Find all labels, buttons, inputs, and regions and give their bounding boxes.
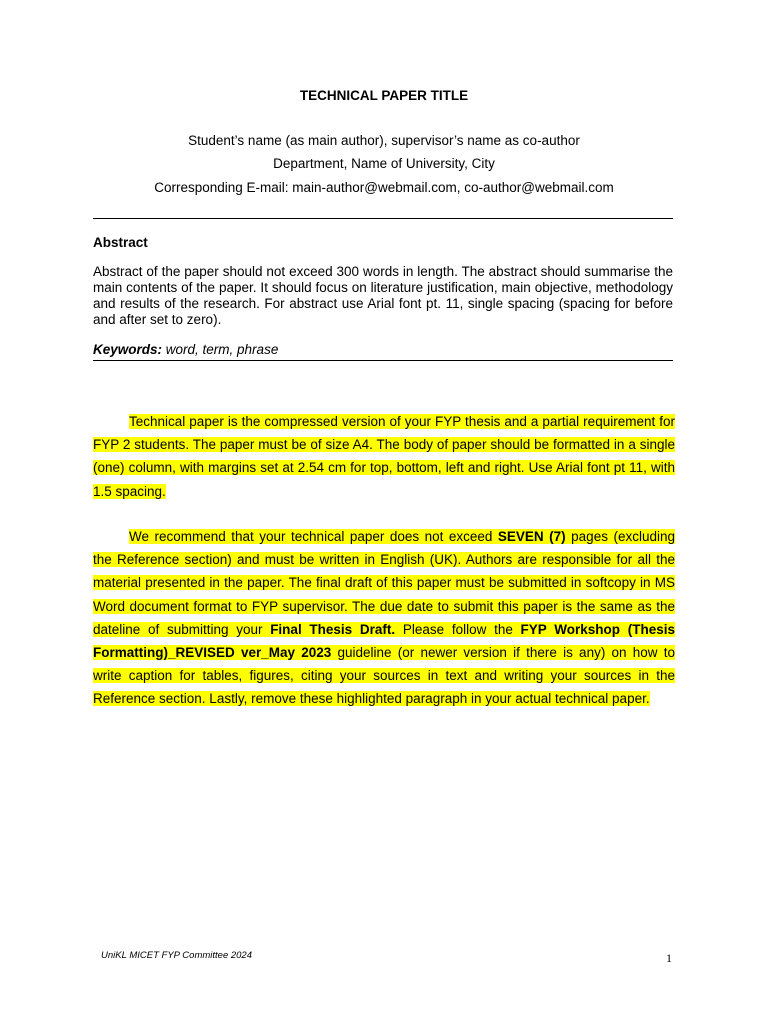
divider-top [93, 218, 673, 219]
thesis-draft-emphasis: Final Thesis Draft. [270, 621, 396, 637]
author-line: Student’s name (as main author), supervisor’s name as co-author [188, 133, 580, 148]
body-paragraph-1 [93, 410, 675, 503]
abstract-heading: Abstract [93, 235, 148, 250]
email-line: Corresponding E-mail: main-author@webmail.com, co-author@webmail.com [154, 180, 614, 195]
workshop-guideline-emphasis: FYP Workshop (Thesis Formatting)_REVISED ver_May 2023 [93, 621, 675, 661]
highlighted-text [93, 529, 675, 706]
abstract-body: Abstract of the paper should not exceed 300 words in length. The abstract should summarise the main contents of the paper. It should focus on literature justification, main objective, methodology and results of the research. For abstract use Arial font pt. 11, single spacing (spacing for before and after set to zero). [93, 264, 673, 327]
affiliation-line: Department, Name of University, City [273, 156, 495, 171]
paragraph2-text-2: pages (excluding the Reference section) and must be written in English (UK). Authors are responsible for all the material presented in the paper. The final draft of this paper must be submitted in softcopy in MS Word document format to FYP supervisor. The due date to submit this paper is the same as the dateline of submitting your [93, 529, 675, 637]
keywords-label: Keywords: [93, 342, 163, 357]
highlighted-text: Technical paper is the compressed version of your FYP thesis and a partial requirement for FYP 2 students. The paper must be of size A4. The body of paper should be formatted in a single (one) column, with margins set at 2.54 cm for top, bottom, left and right. Use Arial font pt 11, with 1.5 spacing. [93, 414, 675, 499]
keywords-line [93, 342, 278, 358]
divider-bottom [93, 360, 673, 361]
paragraph2-text-3: Please follow the [395, 621, 521, 637]
paragraph2-text-4: guideline (or newer version if there is any) on how to write caption for tables, figures, citing your sources in text and writing your sources in the Reference section. Lastly, remove these highlighted paragraph in your actual technical paper. [93, 645, 675, 707]
page-number: 1 [666, 951, 672, 965]
page-limit-emphasis: SEVEN (7) [497, 529, 566, 544]
paper-title: TECHNICAL PAPER TITLE [299, 88, 469, 103]
keywords-value: word, term, phrase [162, 342, 279, 357]
footer-committee: UniKL MICET FYP Committee 2024 [101, 950, 252, 961]
body-paragraph-2 [93, 525, 675, 711]
paragraph2-text-1: We recommend that your technical paper does not exceed [129, 529, 498, 544]
